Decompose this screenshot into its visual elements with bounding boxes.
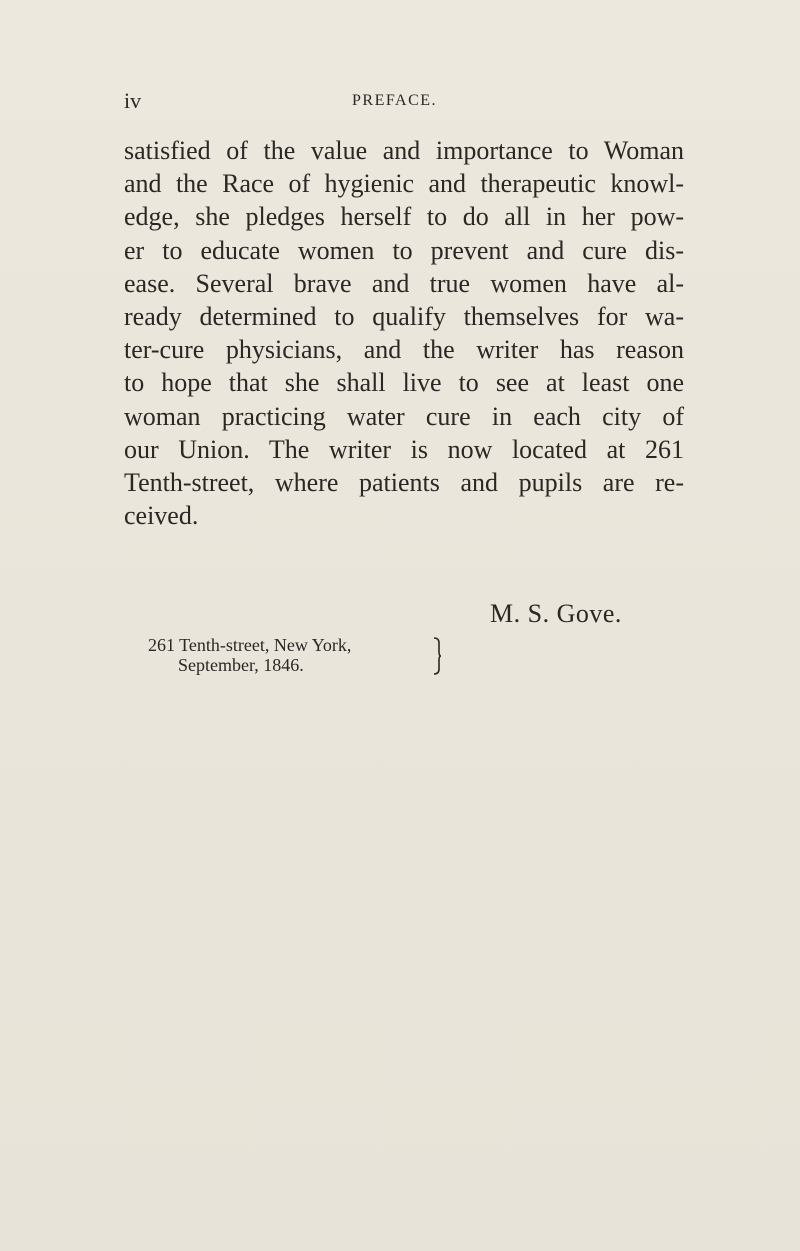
curly-brace-icon — [432, 637, 442, 675]
running-title: PREFACE. — [352, 92, 438, 109]
text-line: ter-cure physicians, and the writer has reason — [124, 335, 684, 365]
text-line: satisfied of the value and importance to Woman — [124, 136, 684, 165]
text-line: ready determined to qualify themselves for wa- — [124, 302, 684, 332]
text-line: edge, she pledges herself to do all in her pow- — [124, 202, 684, 232]
text-line: Tenth-street, where patients and pupils are re- — [124, 468, 684, 498]
text-line: to hope that she shall live to see at least one — [124, 368, 684, 398]
text-line: er to educate women to prevent and cure dis- — [124, 235, 684, 265]
address-block — [148, 635, 351, 675]
running-head — [124, 88, 684, 114]
text-line: woman practicing water cure in each city of — [124, 401, 684, 431]
text-line: ease. Several brave and true women have al- — [124, 268, 684, 298]
signature: M. S. Gove. — [490, 599, 622, 628]
text-line: our Union. The writer is now located at 261 — [124, 434, 684, 464]
page-number: iv — [124, 88, 142, 113]
body-paragraph — [124, 134, 684, 532]
address-line-street: 261 Tenth-street, New York, — [148, 635, 352, 655]
address-line-date: September, 1846. — [178, 655, 304, 675]
text-line: ceived. — [124, 501, 199, 531]
text-line: and the Race of hygienic and therapeutic knowl- — [124, 169, 684, 199]
